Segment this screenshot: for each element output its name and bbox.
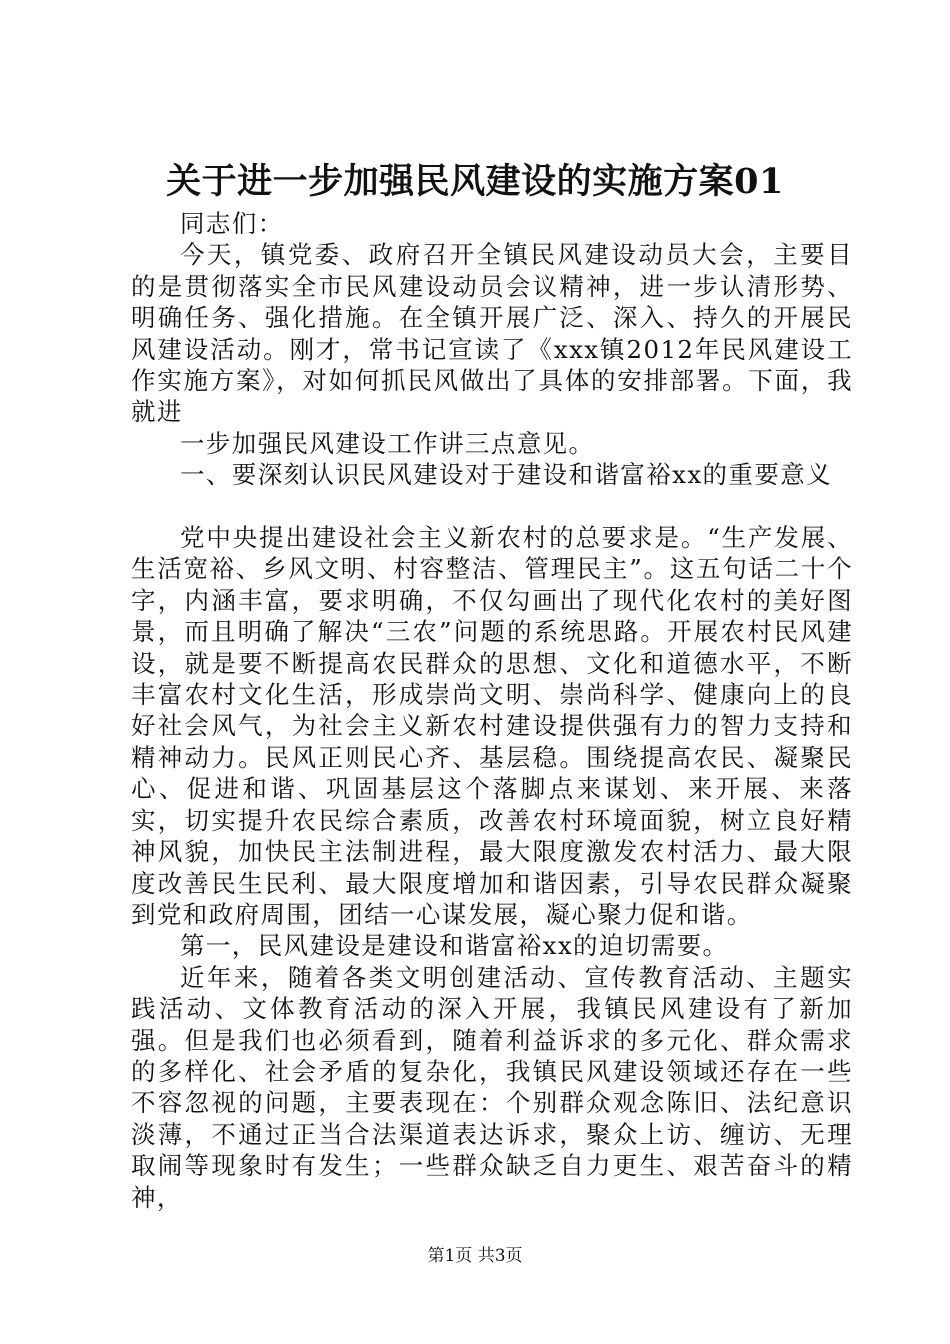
- paragraph: 一步加强民风建设工作讲三点意见。: [180, 428, 595, 458]
- document-body: [131, 208, 853, 1213]
- page-number-footer: 第1页 共3页: [427, 1246, 523, 1266]
- paragraph: 今天，镇党委、政府召开全镇民风建设动员大会，主要目的是贯彻落实全市民风建设动员会议精神，进一步认清形势、明确任务、强化措施。在全镇开展广泛、深入、持久的开展民风建设活动。刚才，常书记宣读了《xxx镇2012年民风建设工作实施方案》，对如何抓民风做出了具体的安排部署。下面，我就进: [131, 240, 853, 427]
- document-title: 关于进一步加强民风建设的实施方案01: [166, 161, 784, 202]
- paragraph: 近年来，随着各类文明创建活动、宣传教育活动、主题实践活动、文体教育活动的深入开展，我镇民风建设有了新加强。但是我们也必须看到，随着利益诉求的多元化、群众需求的多样化、社会矛盾的复杂化，我镇民风建设领域还存在一些不容忽视的问题，主要表现在：个别群众观念陈旧、法纪意识淡薄，不通过正当合法渠道表达诉求，聚众上访、缠访、无理取闹等现象时有发生；一些群众缺乏自力更生、艰苦奋斗的精神，: [131, 962, 853, 1212]
- section-heading: 一、要深刻认识民风建设对于建设和谐富裕xx的重要意义: [180, 460, 833, 490]
- paragraph: 党中央提出建设社会主义新农村的总要求是。“生产发展、生活宽裕、乡风文明、村容整洁、管理民主”。这五句话二十个字，内涵丰富，要求明确，不仅勾画出了现代化农村的美好图景，而且明确了解决“三农”问题的系统思路。开展农村民风建设，就是要不断提高农民群众的思想、文化和道德水平，不断丰富农村文化生活，形成崇尚文明、崇尚科学、健康向上的良好社会风气，为社会主义新农村建设提供强有力的智力支持和精神动力。民风正则民心齐、基层稳。围绕提高农民、凝聚民心、促进和谐、巩固基层这个落脚点来谋划、来开展、来落实，切实提升农民综合素质，改善农村环境面貌，树立良好精神风貌，加快民主法制进程，最大限度激发农村活力、最大限度改善民生民利、最大限度增加和谐因素，引导农民群众凝聚到党和政府周围，团结一心谋发展，凝心聚力促和谐。: [131, 523, 853, 929]
- salutation: 同志们：: [180, 209, 284, 238]
- subsection-heading: 第一，民风建设是建设和谐富裕xx的迫切需要。: [180, 931, 729, 961]
